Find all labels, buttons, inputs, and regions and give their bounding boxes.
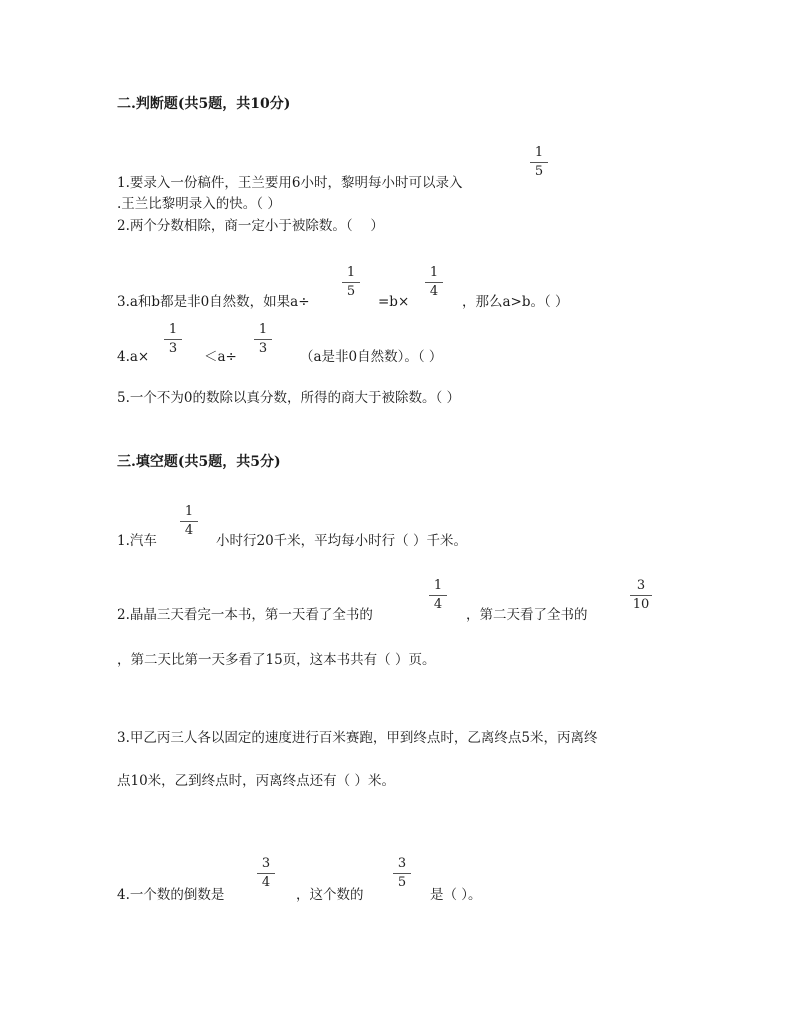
question-3-3-line1: 3.甲乙丙三人各以固定的速度进行百米赛跑，甲到终点时，乙离终点5米，丙离终 (117, 730, 598, 746)
fraction-denominator: 3 (168, 341, 178, 356)
question-3-4-part1: 4.一个数的倒数是 (117, 887, 225, 903)
fraction-denominator: 3 (258, 341, 268, 356)
fraction (528, 146, 550, 179)
question-2-4-part2: ＜a÷ (204, 349, 237, 365)
fraction-denominator: 4 (261, 875, 271, 890)
section-title-fill-blank: 三.填空题(共5题，共5分) (117, 454, 281, 470)
fraction-numerator: 1 (168, 322, 178, 337)
question-3-2-line2: ，第二天比第一天多看了15页，这本书共有（ ）页。 (117, 652, 436, 668)
question-3-3-line2: 点10米，乙到终点时，丙离终点还有（ ）米。 (117, 773, 395, 789)
fraction-numerator: 3 (261, 856, 271, 871)
question-2-2: 2.两个分数相除，商一定小于被除数。（ ） (117, 218, 384, 234)
fraction-numerator: 1 (433, 578, 443, 593)
fraction-numerator: 1 (258, 322, 268, 337)
fraction-bar (425, 282, 443, 283)
question-3-2-part1: 2.晶晶三天看完一本书，第一天看了全书的 (117, 607, 373, 623)
fraction-denominator: 5 (397, 875, 407, 890)
fraction-denominator: 10 (632, 597, 650, 612)
fraction-numerator: 1 (184, 504, 194, 519)
fraction (255, 857, 277, 890)
fraction-bar (630, 595, 652, 596)
fraction-denominator: 5 (534, 164, 544, 179)
fraction-numerator: 3 (636, 578, 646, 593)
fraction-denominator: 5 (346, 284, 356, 299)
question-2-5: 5.一个不为0的数除以真分数，所得的商大于被除数。（ ） (117, 390, 461, 406)
fraction (423, 266, 445, 299)
fraction-bar (342, 282, 360, 283)
fraction-denominator: 4 (184, 523, 194, 538)
fraction-denominator: 4 (433, 597, 443, 612)
fraction (252, 323, 274, 356)
question-3-4-part3: 是（ ）。 (430, 887, 482, 903)
fraction-numerator: 1 (429, 265, 439, 280)
fraction (628, 579, 654, 612)
question-2-3-part2: =b× (378, 294, 410, 310)
fraction-bar (530, 162, 548, 163)
question-3-1-part1: 1.汽车 (117, 533, 157, 549)
fraction-bar (257, 873, 275, 874)
question-3-1-part2: 小时行20千米，平均每小时行（ ）千米。 (216, 533, 467, 549)
fraction-bar (429, 595, 447, 596)
question-3-2-part2: ，第二天看了全书的 (466, 607, 588, 623)
question-2-4-part1: 4.a× (117, 349, 150, 365)
question-2-1-line2: .王兰比黎明录入的快。（ ） (117, 196, 281, 212)
question-2-1-line1: 1.要录入一份稿件，王兰要用6小时，黎明每小时可以录入 (117, 175, 463, 191)
fraction-bar (180, 521, 198, 522)
fraction-bar (254, 339, 272, 340)
question-3-4-part2: ，这个数的 (296, 887, 364, 903)
fraction (427, 579, 449, 612)
fraction-numerator: 3 (397, 856, 407, 871)
fraction-bar (393, 873, 411, 874)
fraction (178, 505, 200, 538)
fraction-numerator: 1 (534, 145, 544, 160)
fraction-numerator: 1 (346, 265, 356, 280)
fraction (391, 857, 413, 890)
section-title-judgment: 二.判断题(共5题，共10分) (117, 96, 291, 112)
fraction (162, 323, 184, 356)
question-2-3-part1: 3.a和b都是非0自然数，如果a÷ (117, 294, 310, 310)
fraction-denominator: 4 (429, 284, 439, 299)
fraction (340, 266, 362, 299)
question-2-4-part3: （a是非0自然数）。（ ） (300, 349, 443, 365)
question-2-3-part3: ，那么a>b。（ ） (462, 294, 569, 310)
fraction-bar (164, 339, 182, 340)
